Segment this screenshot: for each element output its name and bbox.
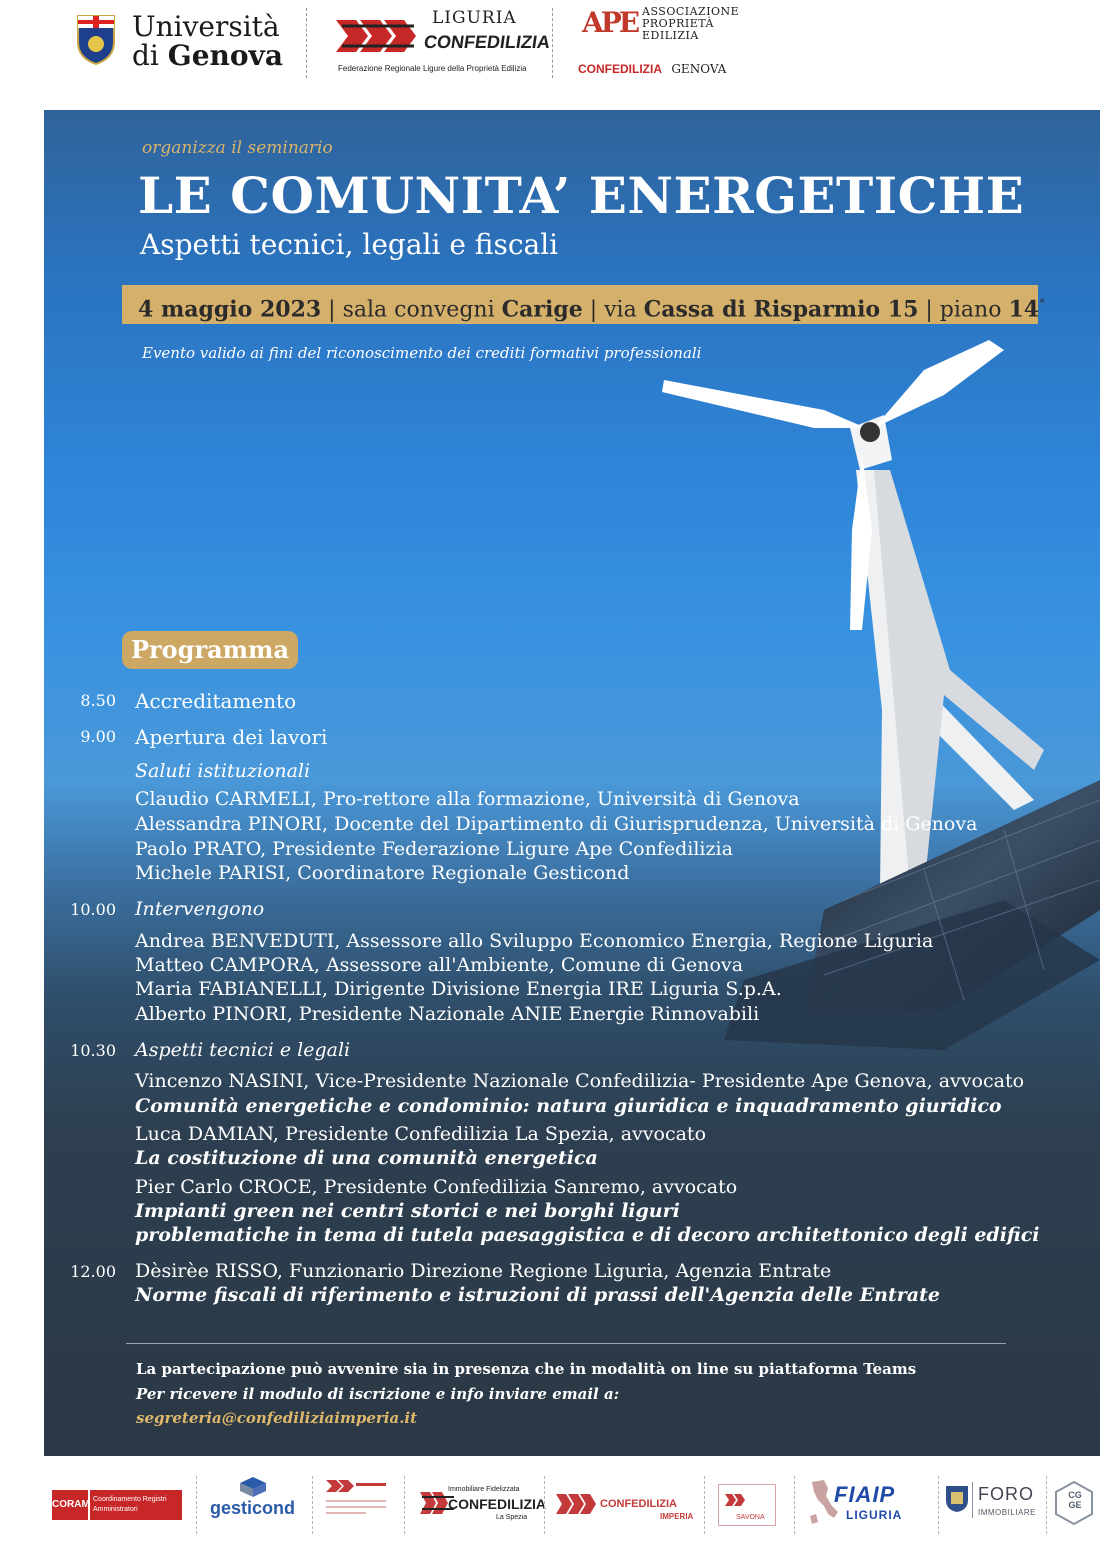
speaker-role: Dirigente Divisione Energia IRE Liguria S.p.A. xyxy=(328,978,782,1000)
confedilizia-mark-icon xyxy=(334,10,424,60)
event-floor: 14 xyxy=(1008,296,1040,323)
sponsor-divider xyxy=(312,1476,313,1534)
conf-imperia-city: IMPERIA xyxy=(660,1512,694,1521)
confedilizia-mark-icon xyxy=(554,1490,598,1518)
speaker-name: Pier Carlo CROCE, xyxy=(135,1176,318,1198)
speaker-role: Funzionario Direzione Regione Liguria, Agenzia Entrate xyxy=(282,1260,832,1282)
header-divider xyxy=(552,8,553,78)
talk-topic: Comunità energetiche e condominio: natura giuridica e inquadramento giuridico xyxy=(135,1095,1002,1117)
event-floor-degree: ° xyxy=(1039,297,1046,311)
ape-confedilizia-genova-logo xyxy=(578,4,758,84)
program-time: 10.30 xyxy=(70,1041,116,1060)
program-time: 12.00 xyxy=(70,1262,116,1281)
ape-line3: EDILIZIA xyxy=(642,29,699,42)
gesticond-part-b: cond xyxy=(252,1498,296,1518)
sponsor-logos xyxy=(0,1468,1100,1538)
sponsor-divider xyxy=(794,1476,795,1534)
speaker-role: Pro-rettore alla formazione, Università di Genova xyxy=(316,788,800,810)
cgge-label: CG GE xyxy=(1068,1490,1082,1510)
speaker-role: Coordinatore Regionale Gesticond xyxy=(291,862,630,884)
confedilizia-mark-icon xyxy=(322,1476,392,1532)
event-venue: Carige xyxy=(501,296,583,323)
saluti-heading: Saluti istituzionali xyxy=(135,760,311,782)
speaker-name: Alberto PINORI, xyxy=(135,1003,293,1025)
confedilizia-label: CONFEDILIZIA xyxy=(422,32,552,52)
conf-spezia-name: CONFEDILIZIA xyxy=(448,1496,546,1512)
speaker-role: Vice-Presidente Nazionale Confedilizia- Presidente Ape Genova, avvocato xyxy=(309,1070,1025,1092)
info-sep-1: | sala convegni xyxy=(321,297,502,323)
talk-topic: La costituzione di una comunità energetica xyxy=(135,1147,598,1169)
foro-subtitle: IMMOBILIARE xyxy=(978,1508,1036,1517)
programma-badge: Programma xyxy=(122,631,298,669)
header-divider xyxy=(306,8,307,78)
event-info-bar xyxy=(122,285,1046,324)
confedilizia-small-logo xyxy=(322,1476,392,1532)
coram-logo xyxy=(52,1476,186,1532)
conf-spezia-top: Immobiliare Fidelizzata xyxy=(448,1486,520,1493)
gesticond-logo xyxy=(210,1476,306,1532)
ape-line2: PROPRIETÀ xyxy=(642,17,714,30)
header-logos xyxy=(0,0,1100,100)
university-shield-icon xyxy=(76,14,116,66)
fiaip-liguria-logo xyxy=(806,1476,930,1532)
talk-topic-continued: problematiche in tema di tutela paesaggistica e di decoro architettonico degli edifici xyxy=(135,1224,1040,1246)
unige-line1: Università xyxy=(132,10,280,43)
confedilizia-imperia-logo: CONFEDILIZIA IMPERIA xyxy=(554,1476,694,1532)
speaker-role: Presidente Nazionale ANIE Energie Rinnovabili xyxy=(292,1003,760,1025)
speaker-name: Andrea BENVEDUTI, xyxy=(135,930,341,952)
program-time: 8.50 xyxy=(80,691,116,710)
speaker-name: Dèsirèe RISSO, xyxy=(135,1260,283,1282)
event-subtitle: Aspetti tecnici, legali e fiscali xyxy=(140,228,559,261)
conf-spezia-city: La Spezia xyxy=(496,1514,528,1521)
event-date: 4 maggio 2023 xyxy=(138,296,322,323)
liguria-confedilizia-logo xyxy=(334,6,552,80)
info-sep-3: | piano xyxy=(918,297,1009,323)
sponsor-divider xyxy=(196,1476,197,1534)
unige-line2-prefix: di xyxy=(132,39,159,72)
event-title: LE COMUNITA’ ENERGETICHE xyxy=(138,166,1025,225)
ape-mark: APE xyxy=(582,6,638,39)
ape-line1: ASSOCIAZIONE xyxy=(642,5,740,18)
program-time: 10.00 xyxy=(70,900,116,919)
speaker-name: Claudio CARMELI, xyxy=(135,788,317,810)
conf-savona-city: SAVONA xyxy=(736,1514,765,1521)
coram-subtitle: Coordinamento Registri Amministratori xyxy=(90,1490,182,1520)
ape-conf: CONFEDILIZIA xyxy=(578,62,662,76)
speaker-role: Presidente Confedilizia Sanremo, avvocato xyxy=(317,1176,738,1198)
confedilizia-savona-logo xyxy=(718,1476,784,1532)
program-title: Accreditamento xyxy=(135,689,297,713)
organizza-label: organizza il seminario xyxy=(142,138,333,158)
sponsor-divider xyxy=(544,1476,545,1534)
foro-label: FORO xyxy=(978,1484,1034,1504)
foro-immobiliare-logo xyxy=(944,1476,1048,1532)
info-sep-2: | via xyxy=(582,297,644,323)
talk-topic: Impianti green nei centri storici e nei borghi liguri xyxy=(135,1200,680,1222)
speaker-role: Presidente Federazione Ligure Ape Confedilizia xyxy=(266,838,733,860)
speaker-name: Alessandra PINORI, xyxy=(135,813,329,835)
participation-note: La partecipazione può avvenire sia in presenza che in modalità on line su piattaforma Teams xyxy=(136,1360,917,1378)
universita-genova-logo xyxy=(76,8,296,78)
federazione-label: Federazione Regionale Ligure della Proprietà Edilizia xyxy=(338,64,527,73)
speaker-role: Assessore all'Ambiente, Comune di Genova xyxy=(319,954,744,976)
cgge-logo xyxy=(1054,1476,1096,1532)
speaker-name: Paolo PRATO, xyxy=(135,838,267,860)
footer-divider xyxy=(126,1343,1006,1344)
intervengono-heading: Intervengono xyxy=(135,898,265,920)
event-poster-panel xyxy=(44,110,1100,1456)
speaker-name: Vincenzo NASINI, xyxy=(135,1070,310,1092)
foro-shield-icon xyxy=(944,1484,970,1514)
sponsor-divider xyxy=(1046,1476,1047,1534)
speaker-role: Docente del Dipartimento di Giurisprudenza, Università di Genova xyxy=(328,813,978,835)
fiaip-region: LIGURIA xyxy=(846,1508,903,1522)
program-time: 9.00 xyxy=(80,727,116,746)
talk-topic: Norme fiscali di riferimento e istruzioni di prassi dell'Agenzia delle Entrate xyxy=(135,1284,940,1306)
confedilizia-mark-icon xyxy=(724,1492,754,1508)
coram-label: CORAM xyxy=(52,1490,88,1520)
sponsor-divider xyxy=(938,1476,939,1534)
gesticond-part-a: gesti xyxy=(210,1498,253,1518)
registration-note: Per ricevere il modulo di iscrizione e info inviare email a: xyxy=(136,1385,620,1403)
speaker-role: Presidente Confedilizia La Spezia, avvocato xyxy=(278,1123,707,1145)
unige-line2-bold: Genova xyxy=(167,39,283,72)
speaker-name: Michele PARISI, xyxy=(135,862,292,884)
contact-email-link[interactable]: segreteria@confediliziaimperia.it xyxy=(136,1409,418,1427)
aspetti-heading: Aspetti tecnici e legali xyxy=(135,1039,351,1061)
sponsor-divider xyxy=(704,1476,705,1534)
fiaip-label: FIAIP xyxy=(834,1482,896,1507)
event-address: Cassa di Risparmio 15 xyxy=(643,296,919,323)
ape-city: GENOVA xyxy=(671,62,727,76)
speaker-name: Maria FABIANELLI, xyxy=(135,978,329,1000)
liguria-label: LIGURIA xyxy=(432,8,517,28)
speaker-role: Assessore allo Sviluppo Economico Energia, Regione Liguria xyxy=(340,930,934,952)
speaker-name: Luca DAMIAN, xyxy=(135,1123,279,1145)
gesticond-cube-icon xyxy=(238,1476,268,1498)
speaker-name: Matteo CAMPORA, xyxy=(135,954,320,976)
program-title: Apertura dei lavori xyxy=(135,725,328,749)
confedilizia-la-spezia-logo xyxy=(418,1476,546,1532)
crediti-note: Evento valido ai fini del riconoscimento dei crediti formativi professionali xyxy=(142,344,702,362)
sponsor-divider xyxy=(404,1476,405,1534)
